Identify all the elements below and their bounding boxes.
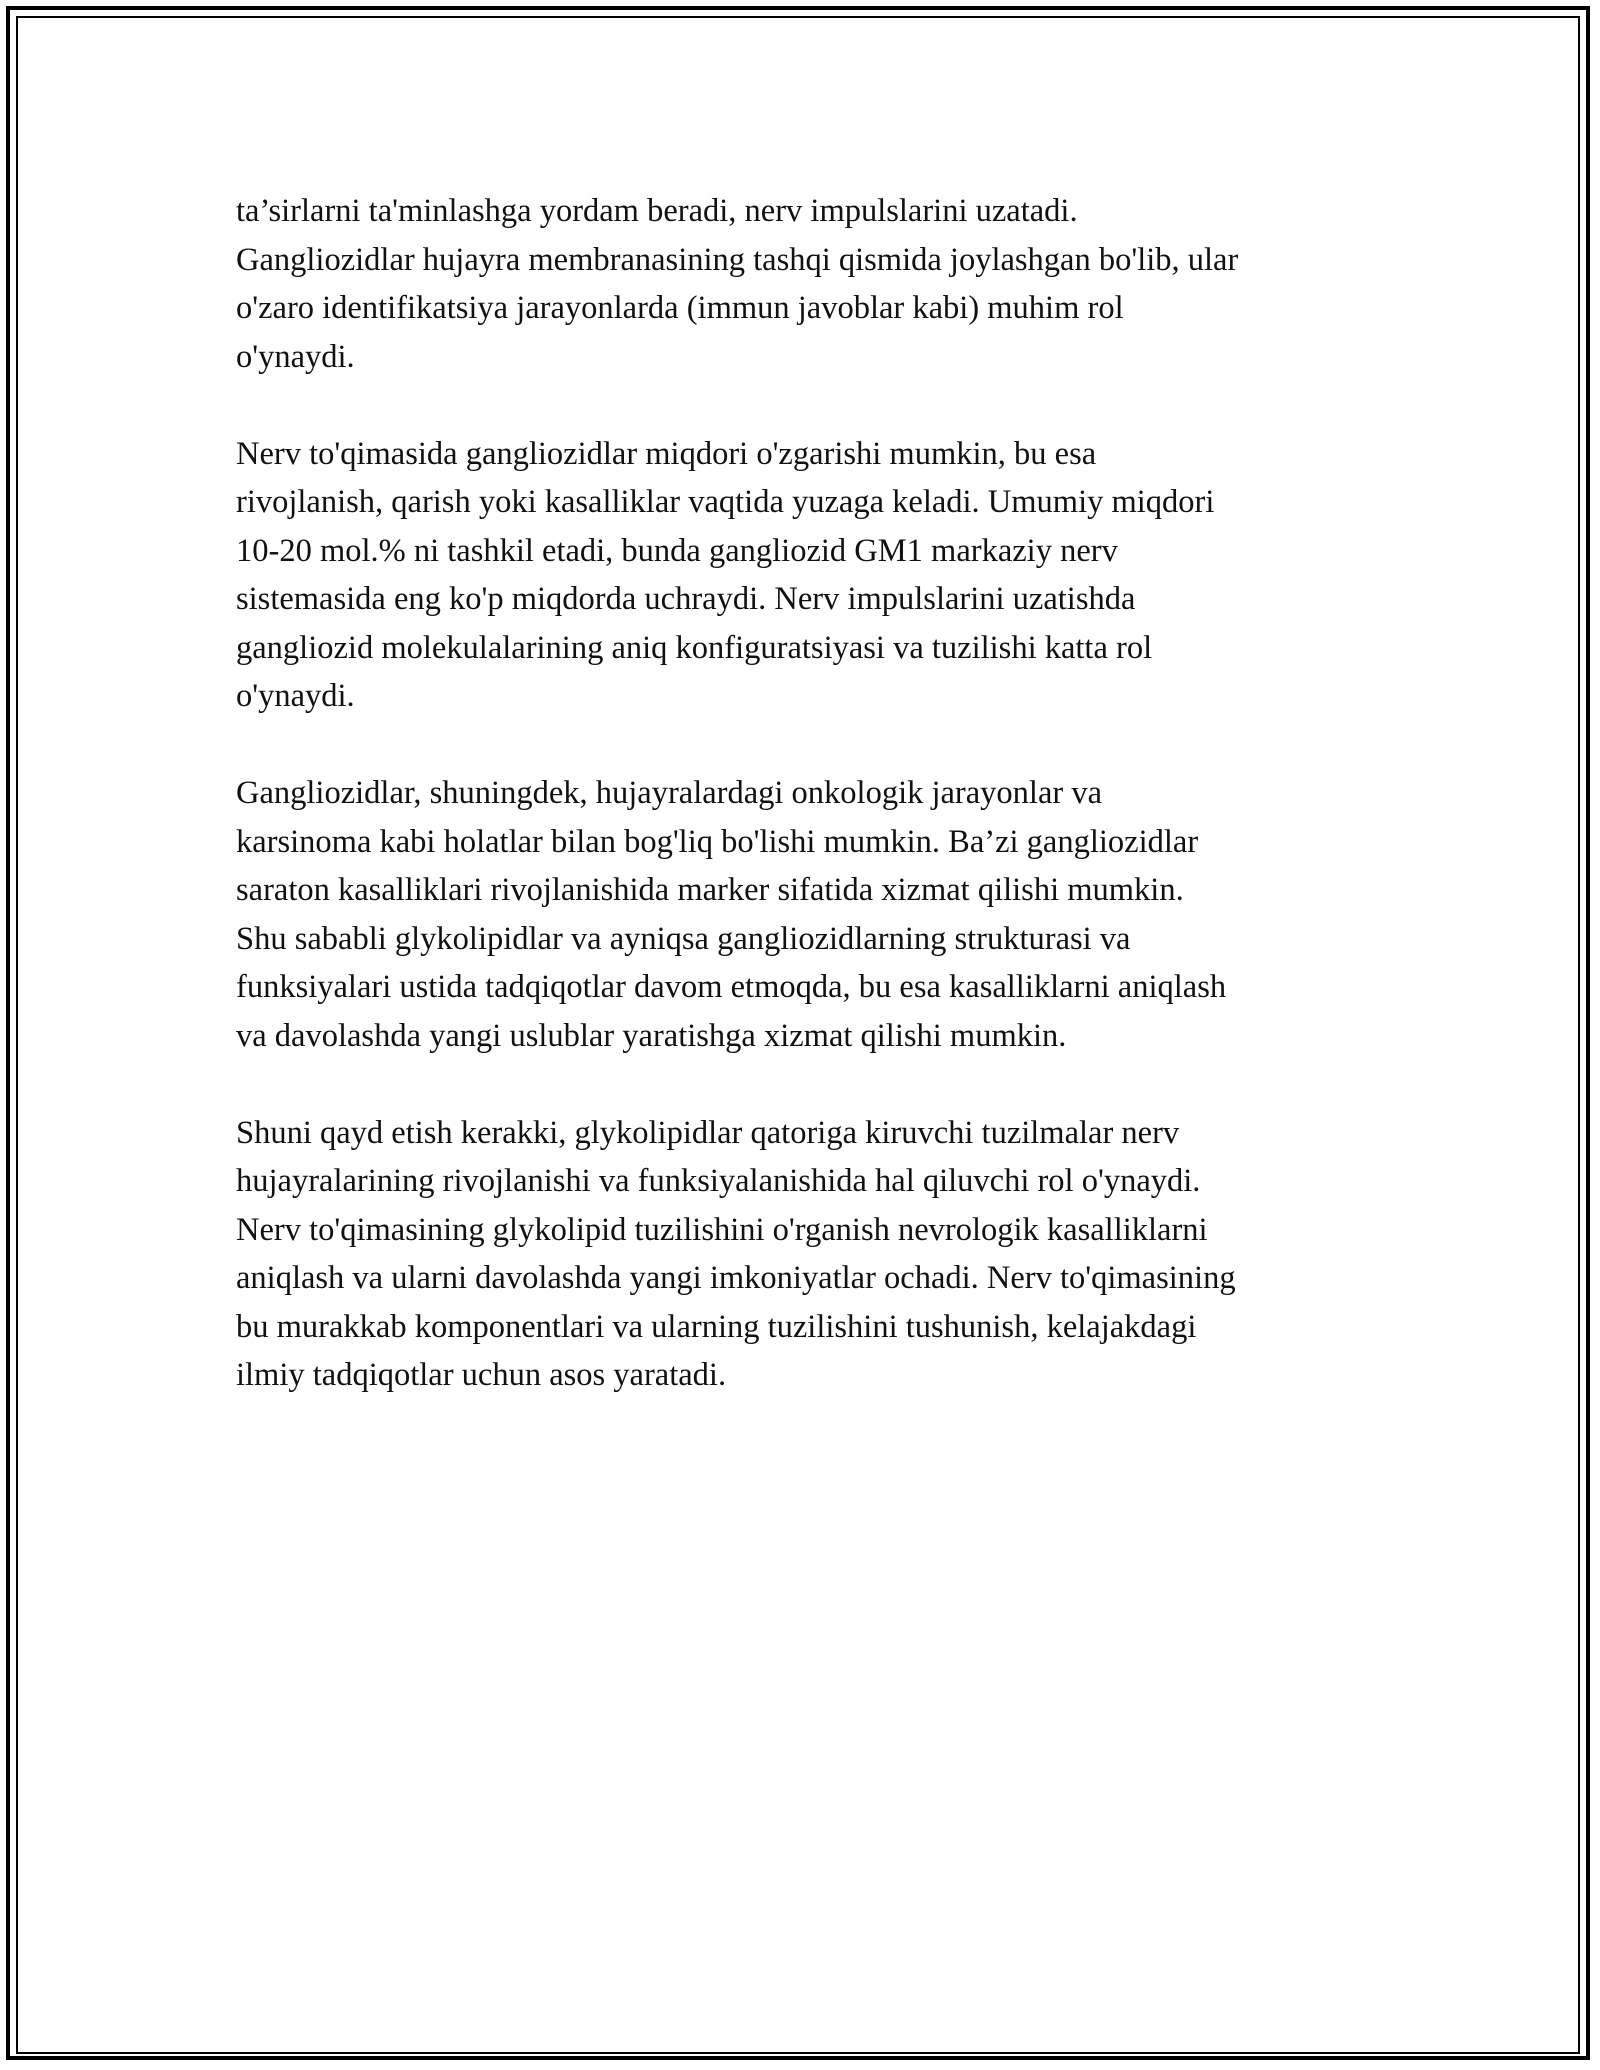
- text-line: Gangliozidlar, shuningdek, hujayralardagi onkologik jarayonlar va: [236, 775, 1103, 811]
- text-line: Nerv to'qimasining glykolipid tuzilishini o'rganish nevrologik kasalliklarni: [236, 1211, 1208, 1248]
- text-line: funksiyalari ustida tadqiqotlar davom etmoqda, bu esa kasalliklarni aniqlash: [236, 969, 1227, 1005]
- text-line: gangliozid molekulalarining aniq konfiguratsiyasi va tuzilishi katta rol: [236, 629, 1153, 666]
- text-line: o'zaro identifikatsiya jarayonlarda (immun javoblar kabi) muhim rol: [236, 290, 1124, 326]
- text-line: Shuni qayd etish kerakki, glykolipidlar qatoriga kiruvchi tuzilmalar nerv: [236, 1114, 1180, 1151]
- text-line: sistemasida eng ko'p miqdorda uchraydi. Nerv impulslarini uzatishda: [236, 581, 1136, 617]
- text-line: hujayralarining rivojlanishi va funksiyalanishida hal qiluvchi rol o'ynaydi.: [236, 1163, 1201, 1199]
- document-body: [236, 187, 1396, 1448]
- text-line: ta’sirlarni ta'minlashga yordam beradi, nerv impulslarini uzatadi.: [236, 193, 1078, 229]
- text-line: rivojlanish, qarish yoki kasalliklar vaqtida yuzaga keladi. Umumiy miqdori: [236, 484, 1215, 520]
- text-line: karsinoma kabi holatlar bilan bog'liq bo'lishi mumkin. Ba’zi gangliozidlar: [236, 823, 1199, 860]
- text-line: Gangliozidlar hujayra membranasining tashqi qismida joylashgan bo'lib, ular: [236, 241, 1239, 278]
- text-line: bu murakkab komponentlari va ularning tuzilishini tushunish, kelajakdagi: [236, 1308, 1197, 1345]
- paragraph-2: [236, 430, 1396, 721]
- text-line: ilmiy tadqiqotlar uchun asos yaratadi.: [236, 1357, 727, 1393]
- paragraph-1: [236, 187, 1396, 381]
- text-line: Nerv to'qimasida gangliozidlar miqdori o'zgarishi mumkin, bu esa: [236, 435, 1097, 472]
- text-line: 10-20 mol.% ni tashkil etadi, bunda gangliozid GM1 markaziy nerv: [236, 532, 1118, 569]
- text-line: saraton kasalliklari rivojlanishida marker sifatida xizmat qilishi mumkin.: [236, 872, 1184, 908]
- text-line: o'ynaydi.: [236, 678, 355, 714]
- text-line: aniqlash va ularni davolashda yangi imkoniyatlar ochadi. Nerv to'qimasining: [236, 1260, 1236, 1296]
- text-line: Shu sababli glykolipidlar va ayniqsa gangliozidlarning strukturasi va: [236, 920, 1131, 957]
- text-line: o'ynaydi.: [236, 338, 355, 375]
- text-line: va davolashda yangi uslublar yaratishga xizmat qilishi mumkin.: [236, 1017, 1067, 1054]
- paragraph-3: [236, 769, 1396, 1060]
- paragraph-4: [236, 1109, 1396, 1400]
